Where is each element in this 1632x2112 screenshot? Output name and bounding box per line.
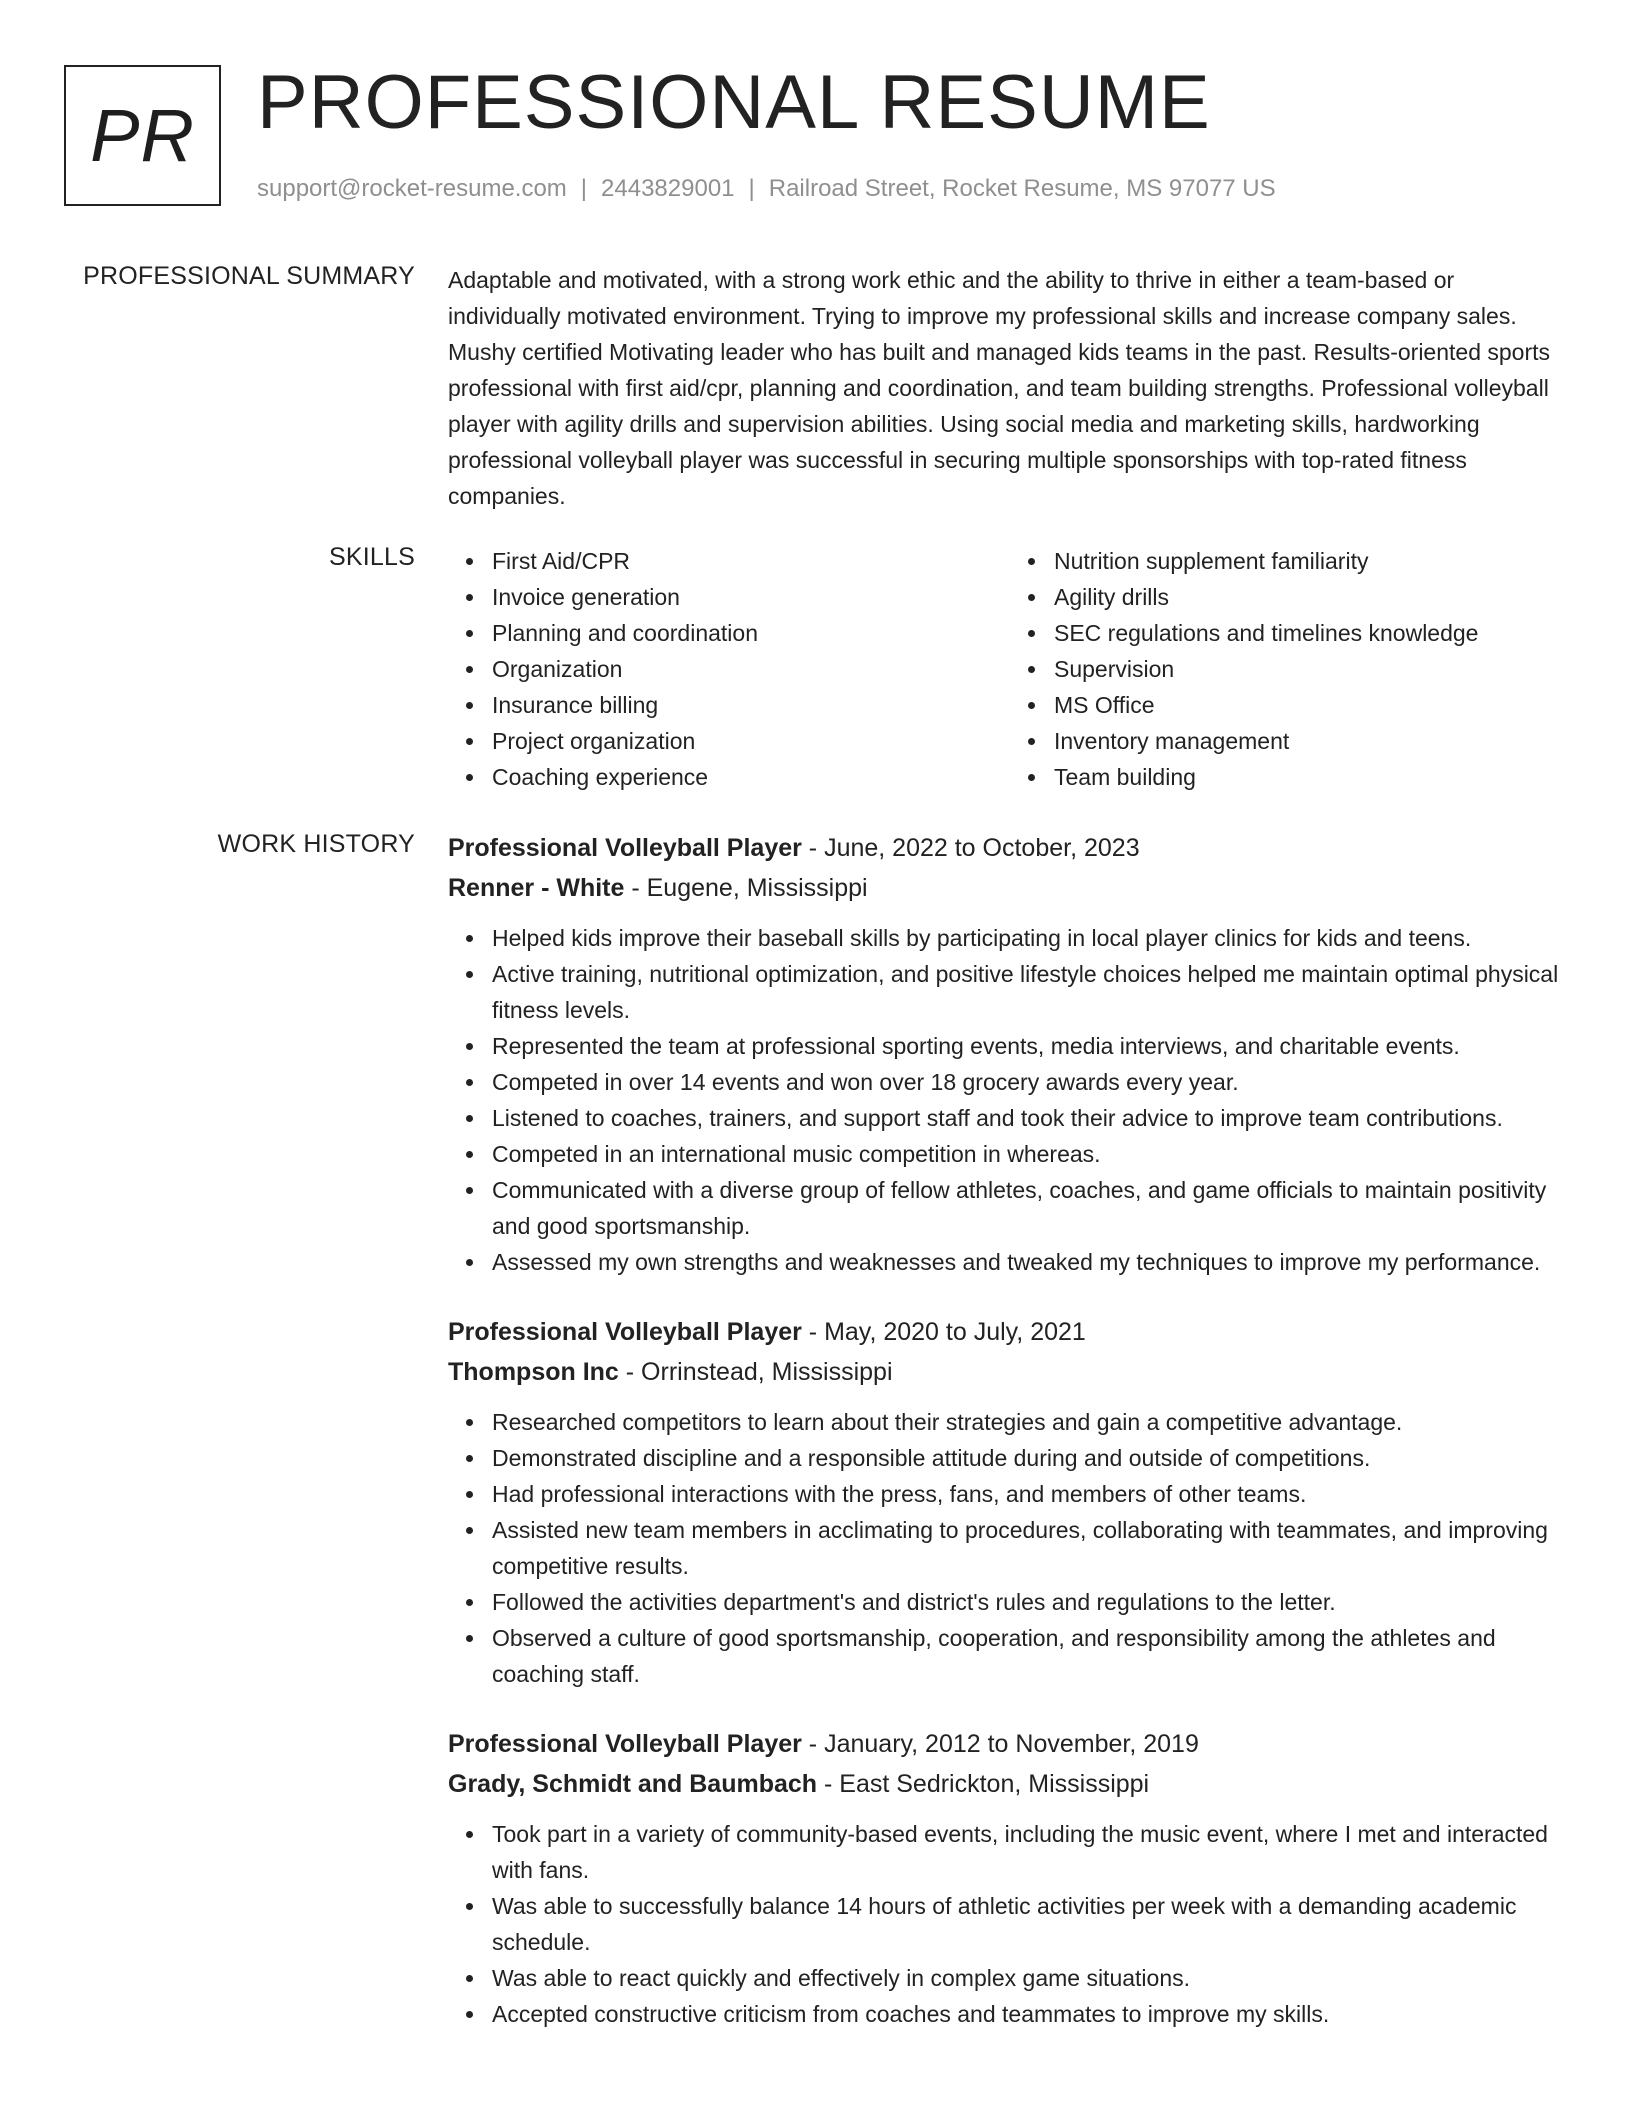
job-bullet: Assessed my own strengths and weaknesses and tweaked my techniques to improve my performance. (492, 1244, 1572, 1280)
resume-header (64, 60, 1564, 210)
work-history-body (448, 828, 1572, 2032)
skill-item: Team building (1054, 759, 1572, 795)
job-bullet: Was able to react quickly and effectively in complex game situations. (492, 1960, 1572, 1996)
job-bullet: Represented the team at professional sporting events, media interviews, and charitable events. (492, 1028, 1572, 1064)
job-bullets (448, 1404, 1572, 1692)
job-bullet: Listened to coaches, trainers, and support staff and took their advice to improve team contributions. (492, 1100, 1572, 1136)
job-dates: - May, 2020 to July, 2021 (801, 1318, 1086, 1346)
skills-grid (448, 543, 1572, 795)
job-location: - East Sedrickton, Mississippi (817, 1770, 1150, 1798)
skill-item: First Aid/CPR (492, 543, 1010, 579)
job-employer: Grady, Schmidt and Baumbach (448, 1770, 818, 1798)
job-role: Professional Volleyball Player (448, 834, 802, 862)
job-bullet: Communicated with a diverse group of fellow athletes, coaches, and game officials to maintain positivity and good sportsmanship. (492, 1172, 1572, 1244)
job-location: - Orrinstead, Mississippi (618, 1358, 893, 1386)
job-entry (448, 1724, 1572, 2032)
skill-item: MS Office (1054, 687, 1572, 723)
contact-separator: | (580, 175, 588, 202)
job-dates: - January, 2012 to November, 2019 (801, 1730, 1199, 1758)
skill-item: Coaching experience (492, 759, 1010, 795)
job-bullet: Researched competitors to learn about their strategies and gain a competitive advantage. (492, 1404, 1572, 1440)
job-title-line (448, 828, 1572, 868)
contact-phone: 2443829001 (601, 175, 735, 202)
summary-body (448, 262, 1572, 514)
skill-item: Supervision (1054, 651, 1572, 687)
skill-item: Planning and coordination (492, 615, 1010, 651)
skill-item: Nutrition supplement familiarity (1054, 543, 1572, 579)
job-bullet: Was able to successfully balance 14 hours of athletic activities per week with a demanding academic schedule. (492, 1888, 1572, 1960)
skill-item: SEC regulations and timelines knowledge (1054, 615, 1572, 651)
summary-text: Adaptable and motivated, with a strong work ethic and the ability to thrive in either a team-based or individually motivated environment. Trying to improve my professional skills and increase company sales. Mushy certified Motivating leader who has built and managed kids teams in the past. Results-oriented sports professional with first aid/cpr, planning and coordination, and team building strengths. Professional volleyball player with agility drills and supervision abilities. Using social media and marketing skills, hardworking professional volleyball player was successful in securing multiple sponsorships with top-rated fitness companies. (448, 267, 1551, 509)
skills-list-left (448, 543, 1010, 795)
job-entry (448, 1312, 1572, 1692)
job-bullets (448, 1816, 1572, 2032)
job-bullet: Competed in over 14 events and won over 18 grocery awards every year. (492, 1064, 1572, 1100)
job-dates: - June, 2022 to October, 2023 (801, 834, 1140, 862)
job-title-line (448, 1724, 1572, 1764)
contact-separator: | (748, 175, 755, 202)
skills-list-right (1010, 543, 1572, 795)
job-location: - Eugene, Mississippi (624, 874, 868, 902)
summary-heading: PROFESSIONAL SUMMARY (83, 262, 415, 290)
skill-item: Agility drills (1054, 579, 1572, 615)
contact-address: Railroad Street, Rocket Resume, MS 97077 US (768, 175, 1276, 202)
job-bullet: Demonstrated discipline and a responsible attitude during and outside of competitions. (492, 1440, 1572, 1476)
skill-item: Insurance billing (492, 687, 1010, 723)
resume-title: PROFESSIONAL RESUME (257, 60, 1211, 145)
job-bullet: Competed in an international music competition in whereas. (492, 1136, 1572, 1172)
job-bullet: Active training, nutritional optimization, and positive lifestyle choices helped me maintain optimal physical fitness levels. (492, 956, 1572, 1028)
job-bullet: Helped kids improve their baseball skills by participating in local player clinics for kids and teens. (492, 920, 1572, 956)
job-entry (448, 828, 1572, 1280)
skill-item: Inventory management (1054, 723, 1572, 759)
job-role: Professional Volleyball Player (448, 1730, 802, 1758)
job-employer-line (448, 1352, 1572, 1392)
job-bullet: Had professional interactions with the press, fans, and members of other teams. (492, 1476, 1572, 1512)
job-employer-line (448, 1764, 1572, 1804)
skill-item: Organization (492, 651, 1010, 687)
contact-line (257, 175, 1276, 203)
job-bullets (448, 920, 1572, 1280)
job-bullet: Followed the activities department's and district's rules and regulations to the letter. (492, 1584, 1572, 1620)
skills-body (448, 543, 1572, 795)
skill-item: Project organization (492, 723, 1010, 759)
skills-heading: SKILLS (329, 543, 415, 571)
contact-email: support@rocket-resume.com (257, 175, 567, 202)
job-employer: Thompson Inc (448, 1358, 619, 1386)
job-bullet: Observed a culture of good sportsmanship, cooperation, and responsibility among the athletes and coaching staff. (492, 1620, 1572, 1692)
monogram-logo: PR (64, 65, 221, 206)
job-employer: Renner - White (448, 874, 625, 902)
job-role: Professional Volleyball Player (448, 1318, 802, 1346)
job-bullet: Took part in a variety of community-based events, including the music event, where I met and interacted with fans. (492, 1816, 1572, 1888)
job-title-line (448, 1312, 1572, 1352)
work-history-heading: WORK HISTORY (217, 830, 415, 858)
job-bullet: Assisted new team members in acclimating to procedures, collaborating with teammates, and improving competitive results. (492, 1512, 1572, 1584)
job-bullet: Accepted constructive criticism from coaches and teammates to improve my skills. (492, 1996, 1572, 2032)
skill-item: Invoice generation (492, 579, 1010, 615)
job-employer-line (448, 868, 1572, 908)
